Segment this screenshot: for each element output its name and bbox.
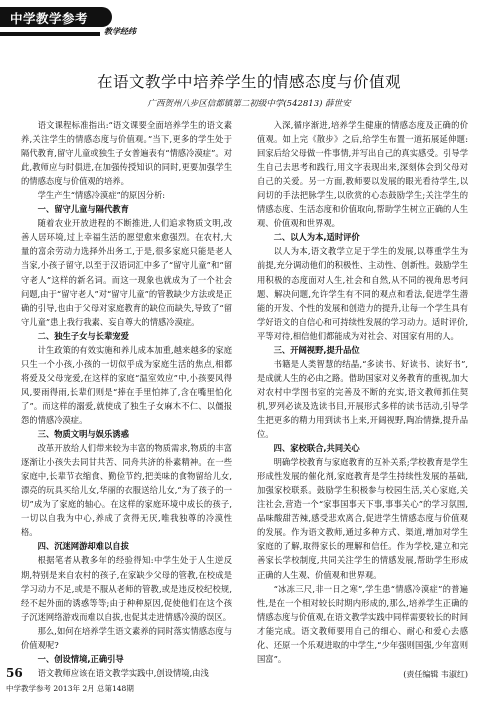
section-heading: 三、物质文明与娱乐诱惑 — [37, 429, 129, 440]
section-heading: 二、独生子女与长辈宠爱 — [37, 330, 129, 341]
paragraph: 明确学校教育与家庭教育的互补关系;学校教育是学生形成性发展的催化剂,家庭教育是学生持续性发展的基础,加强家校联系。鼓励学生积极参与校园生活,关心家庭,关注社会,营造一个“家事国事天下事,事事关心”的学习氛围,品味酸甜苦辣,感受悲欢离合,促进学生情感态度与价值观的发展。作为语文教师,通过多种方式、渠道,增加对学生家庭的了解,取得家长的理解和信任。作为学校,建立和完善家长学校制度,共同关注学生的情感发展,帮助学生形成正确的人生观、价值观和世界观。 — [257, 457, 468, 580]
journal-name: 中学教学参考 — [10, 11, 89, 26]
paragraph: 入深,循序渐进,培养学生健康的情感态度及正确的价值观。如上完《散步》之后,给学生布置一道拓展延伸题:回家后给父母做一件事情,并写出自己的真实感受。引导学生自己去思考和践行,用文字表现出来,深刻体会到父母对自己的关爱。另一方面,教师要以发展的眼光看待学生,以问切的手法把脉学生,以欣赏的心态鼓励学生;关注学生的情感态度、生活态度和价值取向,帮助学生树立正确的人生观、价值观和世界观。 — [257, 120, 468, 229]
paragraph: 书籍是人类智慧的结晶,“多读书、好读书、读好书”,是成就人生的必由之路。借助国家对义务教育的重视,加大对农村中学图书室的完善及不断的充实,语文教师抓住契机,罗列必读及选读书目,开展形式多样的读书活动,引导学生把更多的精力用到读书上来,开阔视野,陶冶情操,提升品位。 — [257, 358, 468, 440]
paragraph: 改革开放给人们带来较为丰富的物质需求,物质的丰富逐渐让小孩失去同甘共苦、同舟共济的朴素精神。在一些家庭中,长辈节衣缩食、勤俭节约,把美味的食物留给儿女,漂亮的玩具买给儿女,华丽的衣服送给儿女,“为了孩子的一切”成为了家庭的轴心。在这样的家庭环境中成长的孩子,一切以自我为中心,养成了贪得无厌,唯我独尊的冷漠性格。 — [21, 443, 232, 538]
left-column — [21, 118, 232, 678]
section-heading: 一、留守儿童与隔代教育 — [37, 204, 129, 215]
section-name: 教学经纬 — [104, 27, 136, 36]
footer-info: 中学教学参考 2013年 2月 总第148期 — [6, 684, 134, 693]
paragraph: “冰冻三尺,非一日之寒”,学生患“情感冷漠症”的普遍性,是在一个相对较长时期内形成的,那么,培养学生正确的情感态度与价值观,在语文教学实践中同样需要较长的时间才能完成。语文教师要用自己的细心、耐心和爱心去感化、还原一个乐观进取的中学生,“少年强则国强,少年富则国富”。 — [257, 583, 468, 664]
page-header — [0, 0, 498, 40]
section-heading: 三、开阔视野,提升品位 — [273, 344, 360, 355]
paragraph: 语文课程标准指出:“语文课要全面培养学生的语文素养,关注学生的情感态度与价值观。”当下,更多的学生处于隔代教育,留守儿童或独生子女普遍表有“情感冷漠症”。对此,教师应与时俱进,在加强传授知识的同时,更要加强学生的情感态度与价值观的培养。 — [21, 120, 232, 187]
article-title: 在语文教学中培养学生的情感态度与价值观 — [96, 73, 401, 91]
paragraph: 计生政策的有效实施和养儿成本加重,越来越多的家庭只生一个小孩,小孩的一切似乎成为家庭生活的焦点,相都将爱及父母宠爱,在这样的家庭“温室效应”中,小孩要风得风,要雨得雨,长辈们则是“捧在手里怕摔了,含在嘴里怕化了”。而这样的溺爱,就使成了独生子女麻木不仁、以僵报怨的情感冷漠症。 — [21, 344, 232, 425]
section-heading: 四、沉迷网游却难以自拔 — [37, 541, 129, 552]
paragraph: 根据笔者从教多年的经验得知:中学生处于人生逆反期,特别是来自农村的孩子,在家缺少父母的管教,在校成是学习动力不足,或是不服从老师的管教,或是违反校纪校规,经不起外面的诱惑等等;由于种种原因,促使他们在这个孩子沉迷网络游戏而难以自拔,也促其走进情感冷漠的误区。 — [21, 555, 232, 622]
section-heading: 一、创设情境,正确引导 — [37, 653, 124, 664]
section-heading: 四、家校联合,共同关心 — [273, 443, 360, 454]
right-column — [257, 118, 468, 679]
section-heading: 二、以人为本,适时评价 — [273, 232, 360, 243]
editor-note: (责任编辑 韦淑红) — [403, 669, 468, 679]
author-line: 广西贺州八步区信都镇第二初级中学(542813) 薛世安 — [147, 99, 351, 109]
page-number: 56 — [6, 666, 23, 680]
paragraph: 语文教师应该在语文教学实践中,创设情境,由浅 — [37, 667, 209, 678]
paragraph: 以人为本,语文教学立足于学生的发展,以尊重学生为前提,充分调动他们的积极性、主动性、创新性。鼓励学生用积极的态度面对人生,社会和自然,从不同的视角思考问题、解决问题,允许学生有不同的观点和看法,促进学生潜能的开发、个性的发展和创造力的提升,让每一个学生具有学好语文的自信心和可持续性发展的学习动力。适时评价,平等对待,相信他们都能成为对社会、对国家有用的人。 — [257, 246, 468, 341]
header-rule — [0, 32, 100, 36]
paragraph: 那么,如何在培养学生语文素养的同时落实情感态度与价值观呢? — [21, 625, 232, 650]
paragraph: 学生产生“情感冷漠症”的原因分析: — [37, 190, 166, 201]
paragraph: 随着农业开放进程的不断推进,人们追求物质文明,改善人居环境,过上幸福生活的愿望愈来愈强烈。在农村,大量的富余劳动力选择外出务工,于是,很多家庭只能是老人当家,小孩子留守,以至于汉语词汇中多了“留守儿童”和“留守老人”这样的新名词。而这一现象也就成为了一个社会问题,由于“留守老人”对“留守儿童”的管教缺少方法或是正确的引导,也由于父母对家庭教育的缺位而缺失,导致了“留守儿童”患上我行我素、妄自尊大的情感冷漠症。 — [21, 218, 232, 327]
